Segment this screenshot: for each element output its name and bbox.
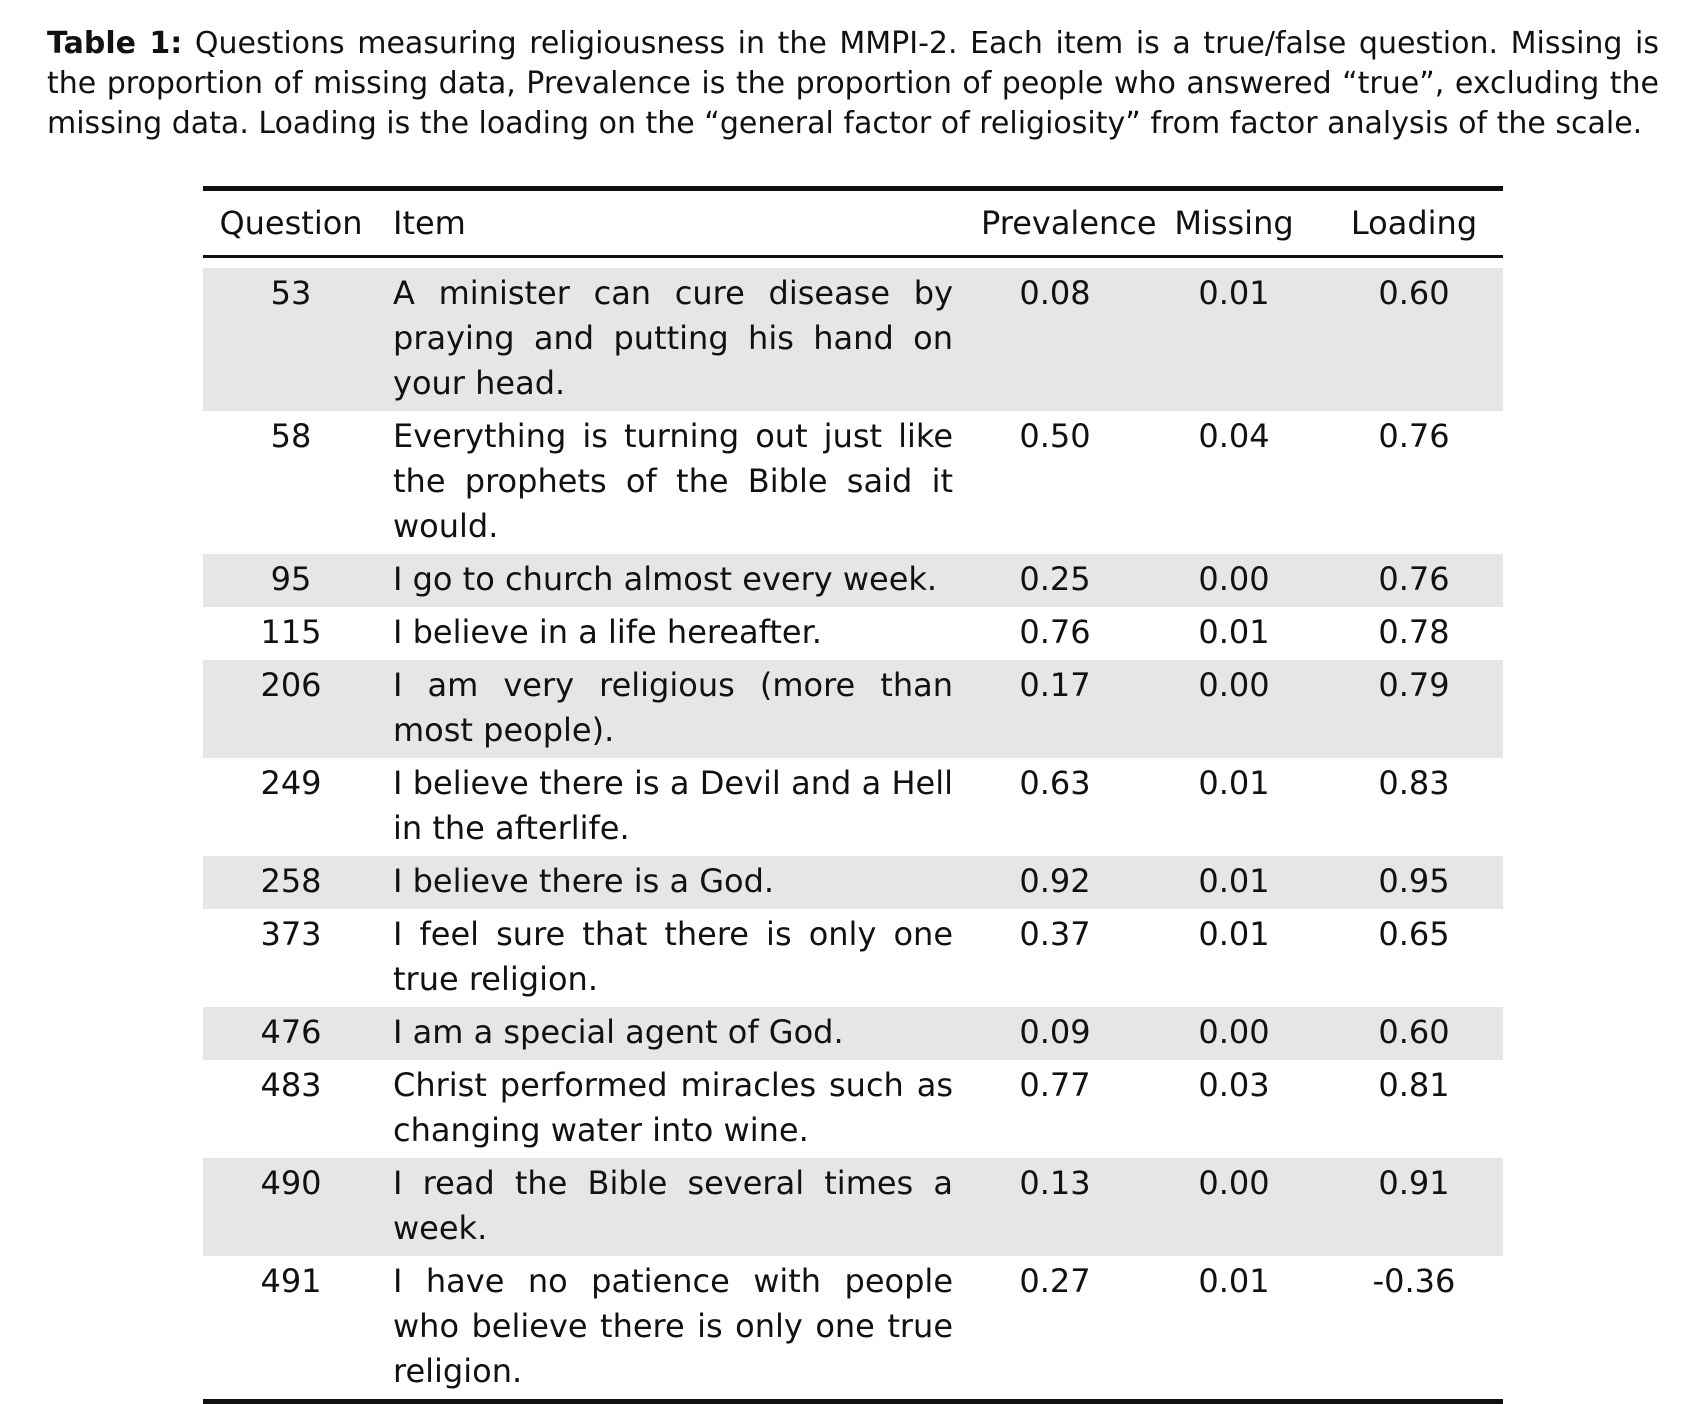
header-row (203, 189, 1503, 257)
cell-item: I feel sure that there is only one true religion. (393, 915, 953, 998)
cell-loading: 0.60 (1325, 268, 1503, 411)
cell-question: 476 (203, 1007, 379, 1060)
cell-question: 53 (203, 268, 379, 411)
cell-question: 58 (270, 417, 312, 455)
cell-item: I am a special agent of God. (379, 1007, 967, 1060)
religiousness-table (203, 186, 1503, 1404)
cell-prevalence: 0.09 (967, 1007, 1143, 1060)
cell-prevalence: 0.08 (967, 268, 1143, 411)
cell-missing: 0.01 (1143, 856, 1325, 909)
cell-item: I read the Bible several times a week. (379, 1158, 967, 1256)
cell-loading: 0.60 (1325, 1007, 1503, 1060)
cell-item: Christ performed miracles such as changing water into wine. (393, 1066, 953, 1149)
cell-question: 206 (203, 660, 379, 758)
cell-question: 95 (203, 554, 379, 607)
cell-question: 491 (203, 1256, 379, 1402)
cell-item: I go to church almost every week. (379, 554, 967, 607)
cell-missing: 0.00 (1143, 1007, 1325, 1060)
cell-prevalence: 0.50 (1019, 417, 1091, 455)
table-row (203, 411, 1503, 554)
table-row (203, 909, 1503, 1007)
cell-question: 483 (260, 1066, 322, 1104)
cell-question: 373 (260, 915, 322, 953)
table-row (203, 1256, 1503, 1402)
cell-item: I am very religious (more than most people). (379, 660, 967, 758)
cell-missing: 0.01 (1198, 613, 1270, 651)
cell-question: 490 (203, 1158, 379, 1256)
cell-loading: 0.65 (1378, 915, 1450, 953)
cell-missing: 0.04 (1198, 417, 1270, 455)
cell-loading: 0.81 (1378, 1066, 1450, 1104)
cell-prevalence: 0.63 (1019, 764, 1091, 802)
cell-item: I believe there is a Devil and a Hell in the afterlife. (393, 764, 953, 847)
cell-loading: 0.95 (1325, 856, 1503, 909)
table-row (203, 660, 1503, 758)
cell-item: I have no patience with people who believe there is only one true religion. (379, 1256, 967, 1402)
cell-loading: 0.76 (1378, 417, 1450, 455)
cell-missing: 0.03 (1198, 1066, 1270, 1104)
cell-missing: 0.01 (1198, 915, 1270, 953)
cell-prevalence: 0.76 (1019, 613, 1091, 651)
cell-loading: 0.91 (1325, 1158, 1503, 1256)
cell-item: I believe in a life hereafter. (393, 613, 822, 651)
table-row (203, 1158, 1503, 1256)
cell-loading: -0.36 (1325, 1256, 1503, 1402)
table-row (203, 268, 1503, 411)
table-header (203, 189, 1503, 257)
table-row (203, 1007, 1503, 1060)
cell-prevalence: 0.27 (967, 1256, 1143, 1402)
header-item: Item (393, 204, 466, 242)
table-caption (47, 24, 1659, 144)
table-row (203, 554, 1503, 607)
header-loading: Loading (1350, 204, 1478, 242)
cell-prevalence: 0.92 (967, 856, 1143, 909)
table-row (203, 1060, 1503, 1158)
cell-prevalence: 0.77 (1019, 1066, 1091, 1104)
spacer-cell (203, 257, 1503, 269)
cell-loading: 0.79 (1325, 660, 1503, 758)
cell-question: 115 (260, 613, 322, 651)
cell-loading: 0.78 (1378, 613, 1450, 651)
table-row (203, 758, 1503, 856)
cell-item: A minister can cure disease by praying and putting his hand on your head. (379, 268, 967, 411)
cell-question: 258 (203, 856, 379, 909)
cell-missing: 0.01 (1198, 764, 1270, 802)
cell-missing: 0.01 (1143, 268, 1325, 411)
cell-question: 249 (260, 764, 322, 802)
header-spacer (203, 257, 1503, 269)
cell-prevalence: 0.13 (967, 1158, 1143, 1256)
header-question: Question (219, 204, 363, 242)
table-row (203, 607, 1503, 660)
cell-missing: 0.00 (1143, 660, 1325, 758)
caption-text: Questions measuring religiousness in the MMPI-2. Each item is a true/false question. Missing is the proportion of missing data, Prevalence is the proportion of people who answered “true”, excluding the missing data. Loading is the loading on the “general factor of religiosity” from factor analysis of the scale. (47, 26, 1659, 141)
cell-item: I believe there is a God. (379, 856, 967, 909)
cell-missing: 0.00 (1143, 1158, 1325, 1256)
religiousness-table-container (203, 186, 1503, 1404)
cell-prevalence: 0.17 (967, 660, 1143, 758)
cell-loading: 0.76 (1325, 554, 1503, 607)
header-missing: Missing (1174, 204, 1294, 242)
cell-prevalence: 0.25 (967, 554, 1143, 607)
cell-missing: 0.00 (1143, 554, 1325, 607)
cell-item: Everything is turning out just like the prophets of the Bible said it would. (393, 417, 953, 545)
header-prevalence: Prevalence (981, 204, 1157, 242)
cell-loading: 0.83 (1378, 764, 1450, 802)
cell-missing: 0.01 (1143, 1256, 1325, 1402)
table-body (203, 257, 1503, 1402)
table-row (203, 856, 1503, 909)
cell-prevalence: 0.37 (1019, 915, 1091, 953)
caption-label: Table 1: (47, 26, 183, 61)
